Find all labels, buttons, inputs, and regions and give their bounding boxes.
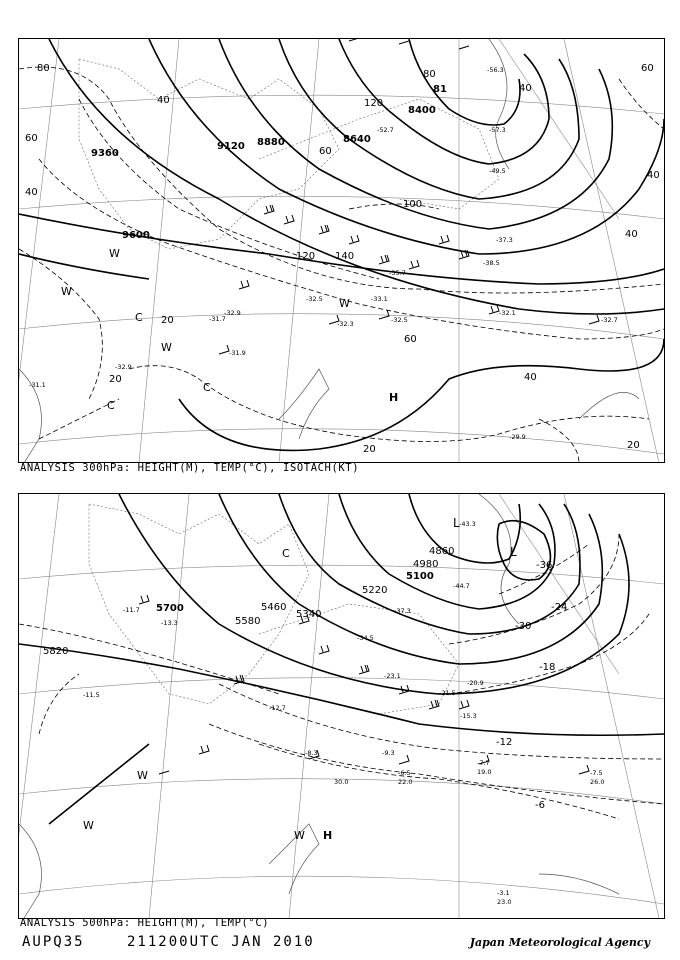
height-label: 9600 (122, 230, 150, 241)
isotach-label: 80 (423, 69, 436, 80)
isotach-label: 40 (519, 83, 532, 94)
temp-obs: 26.0 (590, 778, 605, 786)
height-label: 8400 (408, 105, 436, 116)
temp-obs: -31.7 (209, 315, 226, 323)
temp-obs: -13.3 (161, 619, 178, 627)
isotach-label: 40 (25, 187, 38, 198)
low-pressure-label: L (510, 545, 517, 559)
temp-obs: -31.1 (29, 381, 46, 389)
temp-obs: -34.5 (357, 634, 374, 642)
isotach-label: 60 (404, 334, 417, 345)
temp-obs: -32.9 (224, 309, 241, 317)
height-label: 8880 (257, 137, 285, 148)
isotherm-label: -36 (536, 560, 553, 571)
low-pressure-label: L (453, 516, 460, 530)
height-label: 9360 (91, 148, 119, 159)
cold-center-label: C (203, 381, 211, 394)
height-label: 81 (433, 84, 447, 95)
temp-obs: 22.0 (398, 778, 413, 786)
cold-center-label: C (135, 311, 143, 324)
temp-obs: -52.7 (377, 126, 394, 134)
cold-center-label: C (107, 399, 115, 412)
temp-obs: -33.1 (371, 295, 388, 303)
map-300hpa-canvas (19, 39, 664, 463)
temp-obs: -6.5 (398, 769, 411, 777)
system-labels (61, 247, 398, 412)
height-label: 5580 (235, 616, 261, 627)
temp-obs: -11.5 (83, 691, 100, 699)
warm-center-label: W (339, 297, 350, 310)
isotach-label: 20 (109, 374, 122, 385)
warm-center-label: W (83, 819, 94, 832)
temp-obs: -35.7 (389, 269, 406, 277)
map-300hpa (18, 38, 665, 463)
temp-obs: -7.5 (590, 769, 603, 777)
isotach-label: 120 (364, 98, 384, 109)
warm-center-label: W (137, 769, 148, 782)
temp-obs: -23.1 (384, 672, 401, 680)
temp-obs: -38.5 (483, 259, 500, 267)
isotherm-labels (496, 560, 567, 811)
temp-obs: -32.9 (115, 363, 132, 371)
isotherm-label: -18 (539, 662, 556, 673)
height-label: 5220 (362, 585, 388, 596)
isotach-label: 20 (161, 315, 174, 326)
warm-center-label: W (294, 829, 305, 842)
temp-obs: -32.1 (499, 309, 516, 317)
height-contours (19, 39, 664, 450)
isotherm-label: -12 (496, 737, 513, 748)
isotach-label: 40 (524, 372, 537, 383)
isotach-label: 80 (37, 63, 50, 74)
isotach-label: 120 (296, 251, 316, 262)
isotach-label: 60 (25, 133, 38, 144)
height-label: 4980 (413, 559, 439, 570)
temp-obs: -3.1 (497, 889, 510, 897)
caption-300hpa: ANALYSIS 300hPa: HEIGHT(M), TEMP(°C), ISOTACH(KT) (20, 462, 360, 474)
temp-obs: -15.3 (460, 712, 477, 720)
high-pressure-label: H (323, 829, 333, 842)
chart-code: AUPQ35 (22, 934, 85, 950)
height-label: 5100 (406, 571, 434, 582)
temp-obs: -37.3 (496, 236, 513, 244)
height-label: 5820 (43, 646, 69, 657)
chart-valid-time: 211200UTC JAN 2010 (127, 934, 315, 950)
isotach-label: 140 (335, 251, 355, 262)
height-label: 8640 (343, 134, 371, 145)
temp-obs: 23.0 (497, 898, 512, 906)
temp-obs: -32.5 (306, 295, 323, 303)
coastline (19, 494, 619, 918)
temp-obs: -32.5 (391, 316, 408, 324)
isotach-label: 60 (641, 63, 654, 74)
temp-obs: -8.3 (305, 749, 318, 757)
isotach-label: 100 (403, 199, 423, 210)
isotach-label: 40 (157, 95, 170, 106)
temp-obs: -31.9 (229, 349, 246, 357)
map-500hpa-canvas (19, 494, 664, 918)
temp-obs: 19.0 (477, 768, 492, 776)
temp-obs: -12.7 (269, 704, 286, 712)
height-label: 5460 (261, 602, 287, 613)
cold-center-label: C (282, 547, 290, 560)
temp-obs: -7.7 (477, 759, 490, 767)
isotherm-label: -6 (535, 800, 545, 811)
height-label: 4860 (429, 546, 455, 557)
map-500hpa (18, 493, 665, 919)
temp-obs: -56.3 (487, 66, 504, 74)
temp-obs: -57.3 (489, 126, 506, 134)
temp-obs: 30.0 (334, 778, 349, 786)
isotach-label: 20 (627, 440, 640, 451)
high-pressure-label: H (389, 391, 399, 404)
height-label: 5340 (296, 609, 322, 620)
isotach-label: 40 (625, 229, 638, 240)
caption-500hpa: ANALYSIS 500hPa: HEIGHT(M), TEMP(°C) (20, 917, 270, 929)
warm-center-label: W (161, 341, 172, 354)
height-label: 9120 (217, 141, 245, 152)
isotach-labels (25, 63, 660, 455)
temp-obs: -21.5 (439, 689, 456, 697)
isotach-label: 60 (319, 146, 332, 157)
temp-obs: -37.3 (394, 607, 411, 615)
temp-obs: -20.9 (467, 679, 484, 687)
temp-obs: -32.3 (337, 320, 354, 328)
temp-obs: -29.9 (509, 433, 526, 441)
height-contours (19, 494, 664, 824)
temp-observations (83, 520, 604, 906)
warm-center-label: W (109, 247, 120, 260)
temp-obs: -11.7 (123, 606, 140, 614)
temp-obs: -49.5 (489, 167, 506, 175)
wind-barbs (219, 39, 599, 354)
agency-name: Japan Meteorological Agency (469, 936, 650, 949)
temp-obs: -9.3 (382, 749, 395, 757)
isotach-label: 40 (647, 170, 660, 181)
isotach-label: 20 (363, 444, 376, 455)
temp-obs: -32.7 (601, 316, 618, 324)
temp-obs: -44.7 (453, 582, 470, 590)
isotherm-label: -30 (515, 621, 532, 632)
warm-center-label: W (61, 285, 72, 298)
graticule (19, 494, 664, 918)
height-label: 5700 (156, 603, 184, 614)
temp-obs: -43.3 (459, 520, 476, 528)
isotherm-label: -24 (551, 602, 568, 613)
